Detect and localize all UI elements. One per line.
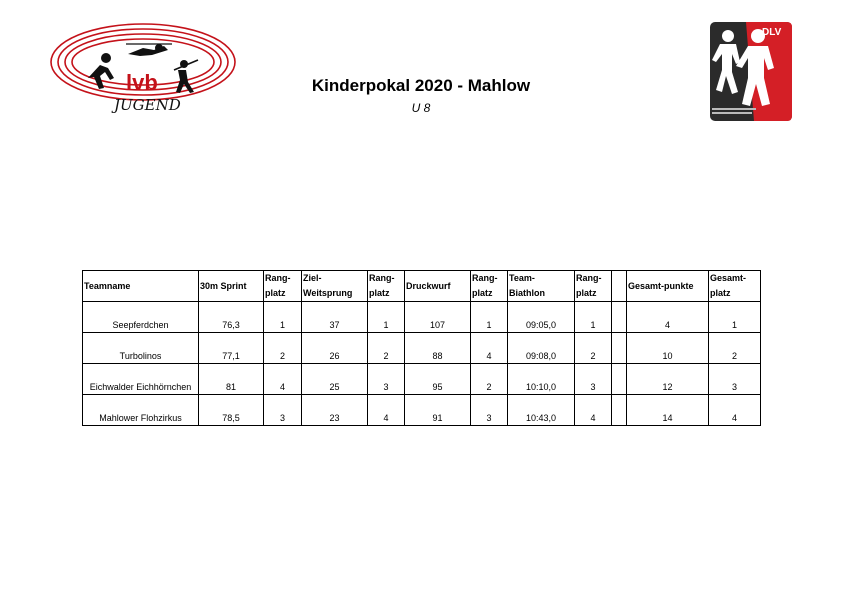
cell-sprint: 76,3 — [199, 302, 264, 333]
cell-spacer — [612, 395, 627, 426]
cell-rang: 2 — [575, 333, 612, 364]
table-row — [83, 364, 761, 395]
cell-rang: 4 — [471, 333, 508, 364]
cell-druckwurf: 95 — [405, 364, 471, 395]
cell-rang: 3 — [471, 395, 508, 426]
cell-teamname: Seepferdchen — [83, 302, 199, 333]
header-rangplatz: Rang- platz — [368, 271, 405, 302]
results-table — [82, 270, 761, 426]
cell-rang: 2 — [368, 333, 405, 364]
cell-rang: 4 — [368, 395, 405, 426]
cell-spacer — [612, 302, 627, 333]
cell-gesamtpunkte: 12 — [627, 364, 709, 395]
high-jumper-icon — [126, 44, 172, 56]
cell-zielweitsprung: 26 — [302, 333, 368, 364]
cell-rang: 1 — [368, 302, 405, 333]
cell-rang: 1 — [471, 302, 508, 333]
cell-biathlon: 09:08,0 — [508, 333, 575, 364]
table-row — [83, 333, 761, 364]
header-sprint: 30m Sprint — [199, 271, 264, 302]
header-rangplatz: Rang- platz — [264, 271, 302, 302]
cell-rang: 2 — [264, 333, 302, 364]
table-row — [83, 395, 761, 426]
header-gesamtpunkte: Gesamt-punkte — [627, 271, 709, 302]
table-row — [83, 302, 761, 333]
cell-gesamtplatz: 4 — [709, 395, 761, 426]
cell-sprint: 77,1 — [199, 333, 264, 364]
page-subtitle: U 8 — [411, 101, 431, 115]
cell-rang: 2 — [471, 364, 508, 395]
dlv-mark: DLV — [762, 27, 782, 38]
cell-biathlon: 10:43,0 — [508, 395, 575, 426]
cell-teamname: Turbolinos — [83, 333, 199, 364]
table-header-row — [83, 271, 761, 302]
cell-rang: 1 — [575, 302, 612, 333]
header-teamname: Teamname — [83, 271, 199, 302]
cell-teamname: Eichwalder Eichhörnchen — [83, 364, 199, 395]
cell-gesamtpunkte: 14 — [627, 395, 709, 426]
cell-spacer — [612, 364, 627, 395]
logo-left-text: lvb — [126, 70, 158, 95]
cell-druckwurf: 88 — [405, 333, 471, 364]
cell-rang: 3 — [264, 395, 302, 426]
cell-zielweitsprung: 37 — [302, 302, 368, 333]
cell-druckwurf: 91 — [405, 395, 471, 426]
cell-gesamtplatz: 2 — [709, 333, 761, 364]
cell-rang: 3 — [368, 364, 405, 395]
header-druckwurf: Druckwurf — [405, 271, 471, 302]
cell-gesamtpunkte: 4 — [627, 302, 709, 333]
cell-druckwurf: 107 — [405, 302, 471, 333]
cell-biathlon: 10:10,0 — [508, 364, 575, 395]
cell-gesamtplatz: 1 — [709, 302, 761, 333]
header-gesamtplatz: Gesamt- platz — [709, 271, 761, 302]
cell-rang: 4 — [575, 395, 612, 426]
cell-gesamtpunkte: 10 — [627, 333, 709, 364]
page-title: Kinderpokal 2020 - Mahlow — [311, 76, 531, 95]
header-rangplatz: Rang- platz — [471, 271, 508, 302]
cell-zielweitsprung: 25 — [302, 364, 368, 395]
cell-sprint: 78,5 — [199, 395, 264, 426]
cell-gesamtplatz: 3 — [709, 364, 761, 395]
cell-zielweitsprung: 23 — [302, 395, 368, 426]
header-rangplatz: Rang- platz — [575, 271, 612, 302]
cell-spacer — [612, 333, 627, 364]
cell-rang: 3 — [575, 364, 612, 395]
cell-sprint: 81 — [199, 364, 264, 395]
cell-rang: 1 — [264, 302, 302, 333]
cell-rang: 4 — [264, 364, 302, 395]
header-spacer — [612, 271, 627, 302]
header-zielweitsprung: Ziel- Weitsprung — [302, 271, 368, 302]
logo-left-subtext: JUGEND — [114, 96, 181, 114]
cell-teamname: Mahlower Flohzirkus — [83, 395, 199, 426]
header-teambiathlon: Team- Biathlon — [508, 271, 575, 302]
cell-biathlon: 09:05,0 — [508, 302, 575, 333]
